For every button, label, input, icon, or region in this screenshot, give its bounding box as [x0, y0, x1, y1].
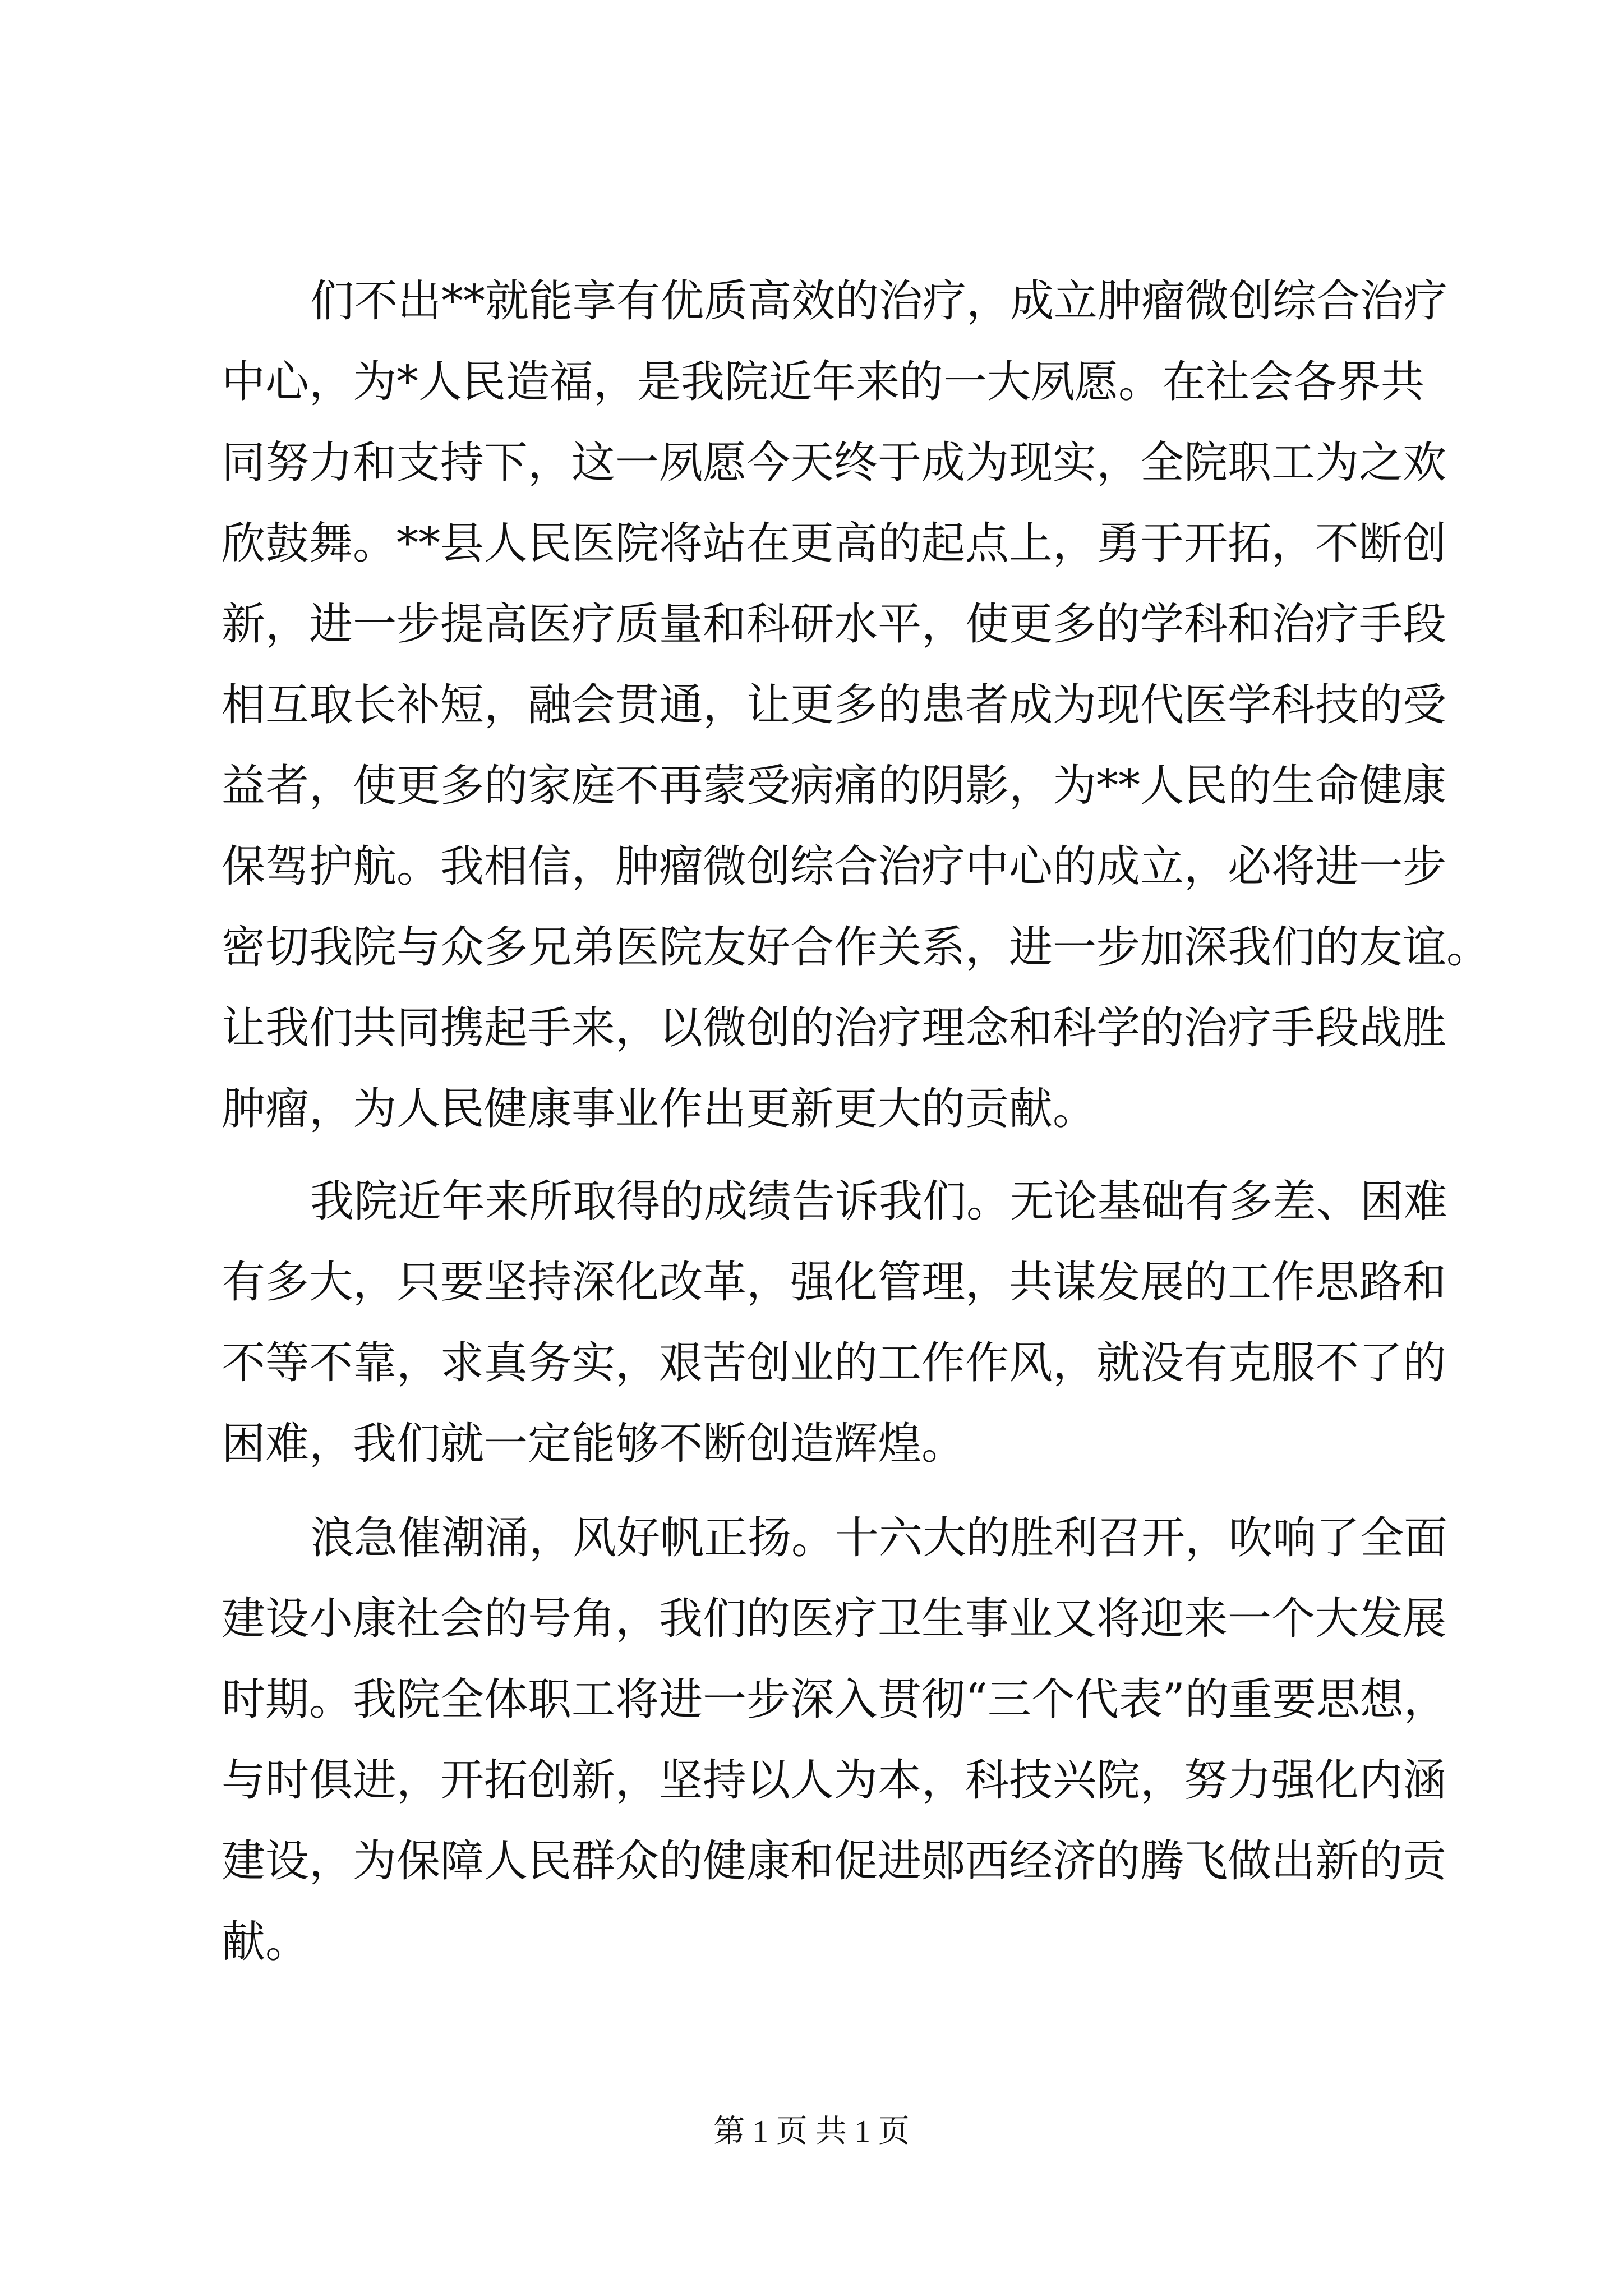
paragraph-3-line-6: 献。 [222, 1917, 310, 1967]
paragraph-1-line-6: 相互取长补短，融会贯通，让更多的患者成为现代医学科技的受 [222, 680, 1447, 730]
paragraph-1-line-11: 肿瘤，为人民健康事业作出更新更大的贡献。 [222, 1084, 1097, 1134]
paragraph-1-line-5: 新，进一步提高医疗质量和科研水平，使更多的学科和治疗手段 [222, 599, 1447, 650]
paragraph-2-line-4: 困难，我们就一定能够不断创造辉煌。 [222, 1419, 966, 1469]
paragraph-3-line-1: 浪急催潮涌，风好帆正扬。十六大的胜利召开，吹响了全面 [310, 1513, 1448, 1563]
paragraph-1-line-8: 保驾护航。我相信，肿瘤微创综合治疗中心的成立，必将进一步 [222, 841, 1447, 892]
paragraph-1-line-7: 益者，使更多的家庭不再蒙受病痛的阴影，为**人民的生命健康 [222, 761, 1447, 811]
page-footer: 第 1 页 共 1 页 [713, 2114, 910, 2149]
paragraph-2-line-1: 我院近年来所取得的成绩告诉我们。无论基础有多差、困难 [310, 1176, 1448, 1227]
paragraph-1-line-4: 欣鼓舞。**县人民医院将站在更高的起点上，勇于开拓，不断创 [222, 518, 1447, 569]
paragraph-3-line-2: 建设小康社会的号角，我们的医疗卫生事业又将迎来一个大发展 [222, 1594, 1447, 1644]
paragraph-1-line-2: 中心，为*人民造福，是我院近年来的一大夙愿。在社会各界共 [222, 357, 1425, 407]
paragraph-1-line-3: 同努力和支持下，这一夙愿今天终于成为现实，全院职工为之欢 [222, 438, 1447, 488]
paragraph-3-line-3: 时期。我院全体职工将进一步深入贯彻“三个代表”的重要思想， [222, 1674, 1447, 1725]
paragraph-2-line-2: 有多大，只要坚持深化改革，强化管理，共谋发展的工作思路和 [222, 1257, 1447, 1308]
paragraph-3-line-5: 建设，为保障人民群众的健康和促进郧西经济的腾飞做出新的贡 [222, 1836, 1447, 1887]
paragraph-1-line-9: 密切我院与众多兄弟医院友好合作关系，进一步加深我们的友谊。 [222, 922, 1491, 973]
paragraph-3-line-4: 与时俱进，开拓创新，坚持以人为本，科技兴院，努力强化内涵 [222, 1755, 1447, 1806]
paragraph-1-line-10: 让我们共同携起手来，以微创的治疗理念和科学的治疗手段战胜 [222, 1003, 1447, 1053]
paragraph-1-line-1: 们不出**就能享有优质高效的治疗，成立肿瘤微创综合治疗 [310, 276, 1448, 326]
paragraph-2-line-3: 不等不靠，求真务实，艰苦创业的工作作风，就没有克服不了的 [222, 1338, 1447, 1388]
